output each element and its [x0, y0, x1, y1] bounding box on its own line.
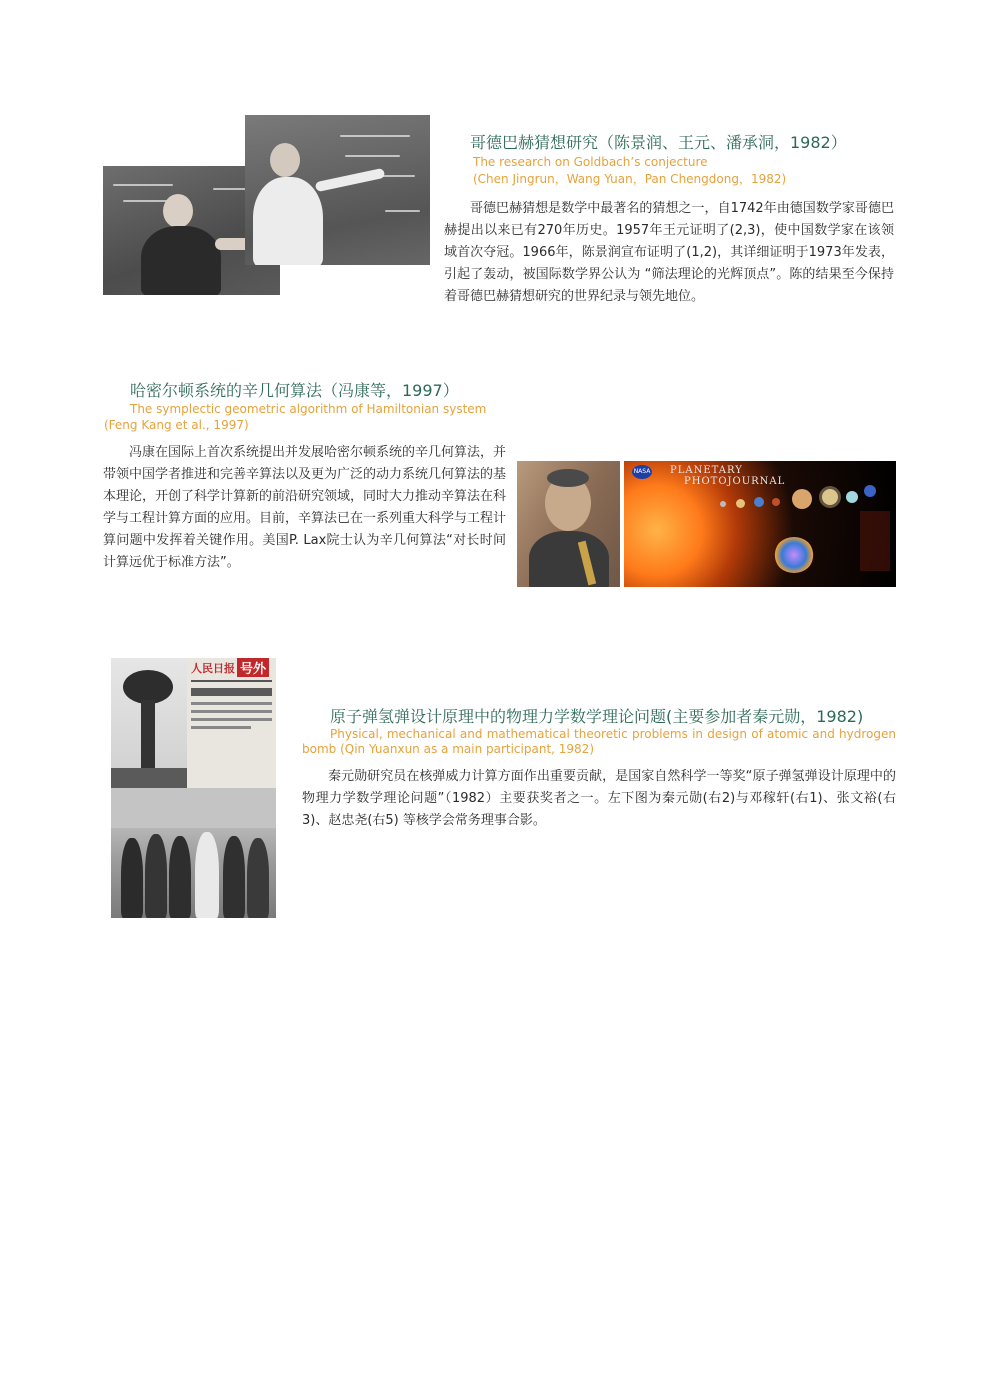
photo-atomic-explosion: [111, 658, 187, 788]
section2-title-en-authors: (Feng Kang et al., 1997): [104, 418, 249, 432]
section2-body: 冯康在国际上首次系统提出并发展哈密尔顿系统的辛几何算法，并带领中国学者推进和完善辛算法以及更为广泛的动力系统几何算法的基本理论，开创了科学计算新的前沿研究领域，同时大力推动辛算法在科学与工程计算方面的应用。目前，辛算法已在一系列重大科学与工程计算问题中发挥着关键作用。美国P. Lax院士认为辛几何算法“对长时间计算远优于标准方法”。: [103, 445, 507, 570]
nasa-logo: [632, 465, 652, 479]
photo-newspaper-extra: [187, 658, 276, 788]
photo-wang-yuan: [245, 115, 430, 265]
section3-title-cn: 原子弹氢弹设计原理中的物理力学数学理论问题(主要参加者秦元勋，1982): [330, 707, 864, 726]
nasa-logo-text: NASA: [633, 468, 651, 475]
section2-title-en: The symplectic geometric algorithm of Hamiltonian system: [130, 402, 487, 416]
photo-feng-kang: [517, 461, 620, 587]
section1-body: 哥德巴赫猜想是数学中最著名的猜想之一，自1742年由德国数学家哥德巴赫提出以来已有270年历史。1957年王元证明了(2,3)，使中国数学家在该领域首次夺冠。1966年，陈景润宣布证明了(1,2)，其详细证明于1973年发表，引起了轰动，被国际数学界公认为 “筛法理论的光辉顶点”。陈的结果至今保持着哥德巴赫猜想研究的世界纪录与领先地位。: [444, 201, 894, 304]
journal-title-2: PHOTOJOURNAL: [684, 476, 786, 487]
section3-title-en: Physical, mechanical and mathematical theoretic problems in design of atomic and hydrogen bomb (Qin Yuanxun as a main participant, 1982): [302, 727, 896, 756]
newspaper-masthead: 人民日报: [191, 662, 235, 675]
section1-title-en: The research on Goldbach’s conjecture: [473, 155, 708, 169]
section1-title-cn: 哥德巴赫猜想研究（陈景润、王元、潘承洞，1982）: [470, 133, 847, 152]
photo-planetary-photojournal: [624, 461, 896, 587]
photo-nuclear-society-group: [111, 788, 276, 918]
section3-body: 秦元勋研究员在核弹威力计算方面作出重要贡献，是国家自然科学一等奖“原子弹氢弹设计原理中的物理力学数学理论问题”（1982）主要获奖者之一。左下图为秦元勋(右2)与邓稼轩(右1)、张文裕(右3)、赵忠尧(右5) 等核学会常务理事合影。: [302, 769, 896, 828]
journal-title-1: PLANETARY: [670, 465, 743, 476]
newspaper-extra-label: 号外: [237, 658, 269, 677]
section2-title-cn: 哈密尔顿系统的辛几何算法（冯康等，1997）: [130, 381, 459, 400]
section1-title-en-authors: (Chen Jingrun，Wang Yuan，Pan Chengdong，1982): [473, 172, 787, 186]
